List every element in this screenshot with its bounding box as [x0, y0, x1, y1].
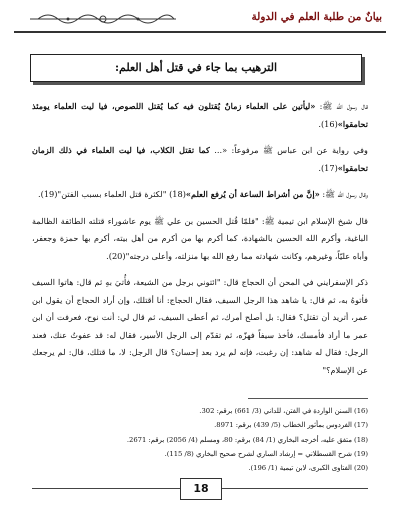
header-ornament-icon — [28, 10, 178, 28]
footnote-divider — [248, 398, 368, 399]
header-title: بيانٌ من طلبة العلم في الدولة — [251, 11, 382, 23]
paragraph — [32, 98, 368, 133]
page-number: 18 — [180, 478, 222, 500]
header-divider — [14, 31, 386, 33]
body-text — [32, 98, 368, 388]
paragraph — [32, 274, 368, 379]
footnote: (17) الفردوس بمأثور الخطاب (5/ 439) برقم: 8971. — [214, 421, 368, 430]
section-title-box — [30, 54, 362, 82]
paragraph-lead: ذكر الإسفرايني في المحن أن الحجاج قال: "ائتوني برجل من الشيعة، فأُتيَ بهِ ثم قال: هاتوا السيف فأتوهُ به، ثم قال: يا شاهد هذا الرجل السيف، فقال الحجاج: أنا أقتلك، وإن أراد الحجاج أن يقول ابن عمر، أتريد أن تقتل؟ فقال: بل أصلح أمرك، ثم أعطى السيف، ثم قال لي: أنت نوح، فعرفت أن ابن عمر ما أراد فأمسك، فأخذ سيفاً فهزّه، ثم تقدّم إلى الرجل الأسير، فقال له: قد عفوتُ عنك، فعند الرجل: فقال له شاهد: إن رغبت، فإنه لم يرد بعد إحسان؟ قال الرجل: لا، ما قتلك، قال: لم يرجعك عن الإسلام؟" — [32, 277, 368, 375]
paragraph-lead: وقال رسول الله ﷺ: — [319, 189, 368, 199]
paragraph — [32, 142, 368, 177]
paragraph-lead: وفي رواية عن ابن عباس ﷺ مرفوعاً: «... — [209, 145, 368, 155]
hadith-quote: «إنَّ من أشراط الساعة أن يُرفع العلم» — [185, 189, 320, 199]
footnote: (20) الفتاوى الكبرى، لابن تيمية (1/ 196). — [248, 464, 368, 473]
hadith-quote: كما تقتل الكلاب، فيا ليت العلماء في ذلك الزمان تحامقوا» — [32, 145, 368, 173]
paragraph-lead: قال شيخ الإسلام ابن تيمية ﷺ: "فلمّا قُتل الحسين بن علي ﷺ يوم عاشوراء قتلته الطائفة الظالمة الباغية، وأكرم الله الحسين بالشهادة، كما أكرم بها من أكرم من أهل بيته، أكرم بها حمزة وجعفر، وأباه عليّاً، وغيرهم، وكانت شهادته مما رفع الله بها منزلته، وأعلى درجته"(20). — [32, 215, 368, 261]
footnote-ref: (16). — [318, 118, 338, 129]
footnote: (16) السنن الواردة في الفتن، للداني (3/ 661) برقم: 302. — [199, 407, 368, 415]
page-footer — [14, 478, 386, 500]
hadith-quote: «ليأتين على العلماء زمانٌ يُقتلون فيه كما يُقتل اللصوص، فيا ليت العلماء يومئذ تحامقوا» — [32, 101, 368, 129]
paragraph — [32, 213, 368, 266]
footnote: (19) شرح القسطلاني = إرشاد الساري لشرح صحيح البخاري (8/ 115). — [164, 449, 368, 458]
footnote: (18) متفق عليه، أخرجه البخاري (1/ 84) برقم: 80، ومسلم (4/ 2056) برقم: 2671. — [126, 435, 368, 444]
paragraph-lead: قال رسول الله ﷺ: — [315, 101, 368, 111]
footnote-ref: (17). — [318, 162, 338, 173]
paragraph — [32, 186, 368, 204]
document-page — [14, 6, 386, 500]
section-title: الترهيب بما جاء في قتل أهل العلم: — [114, 61, 278, 74]
page-header — [14, 6, 386, 32]
footnote-ref: (18) "لكثرة قتل العلماء بسبب الفتن"(19). — [38, 189, 186, 199]
footnotes — [32, 404, 368, 475]
